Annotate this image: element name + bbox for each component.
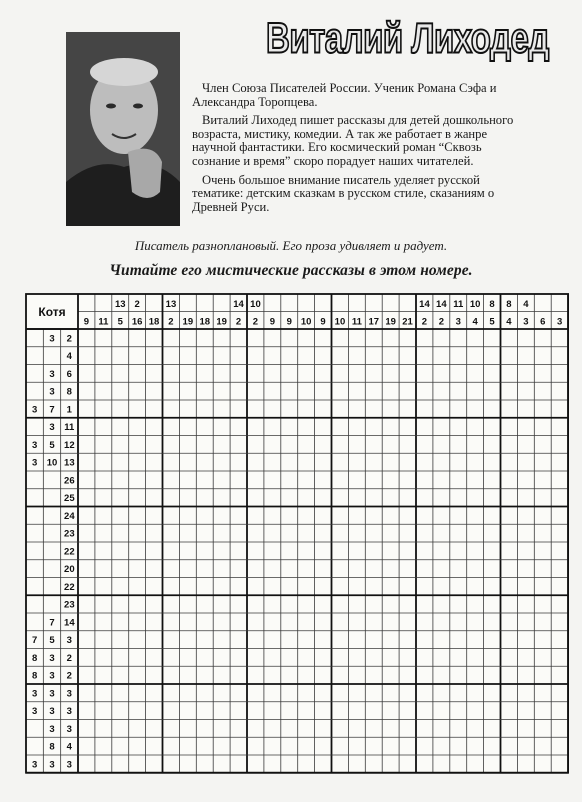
column-clue: 3	[455, 316, 461, 328]
row-clue: 3	[66, 706, 72, 718]
column-clue: 13	[114, 299, 126, 310]
tagline: Писатель разноплановый. Его проза удивляет и радует.	[134, 238, 448, 253]
column-clue: 2	[168, 316, 174, 328]
column-clue: 2	[134, 299, 140, 310]
bio-paragraph: Член Союза Писателей России. Ученик Романа Сэфа и Александра Торопцева.	[192, 81, 497, 109]
column-clue: 19	[182, 316, 194, 328]
column-clue: 2	[438, 316, 444, 328]
column-clue: 8	[489, 299, 495, 310]
column-clue: 9	[83, 316, 90, 328]
row-clue: 3	[49, 652, 55, 664]
column-clue: 8	[506, 299, 512, 310]
bio-paragraph: Виталий Лиходед пишет рассказы для детей дошкольного возраста, мистику, комедии. А так же работает в жанре научной фантастики. Его космический роман “Сквозь сознание и время” скоро порадует наших читателей.	[192, 113, 514, 168]
column-clue: 6	[540, 316, 546, 328]
row-clue: 7	[49, 617, 55, 629]
column-clue: 5	[117, 316, 123, 328]
row-clue: 3	[49, 670, 55, 682]
row-clue: 5	[49, 439, 55, 451]
column-clue: 19	[216, 316, 227, 328]
row-clue: 3	[32, 439, 38, 451]
row-clue: 22	[64, 546, 75, 558]
column-clue: 18	[199, 316, 211, 328]
column-clue: 9	[320, 316, 326, 328]
row-clue: 12	[64, 439, 75, 451]
row-clue: 3	[32, 759, 38, 771]
row-clue: 25	[64, 493, 75, 505]
row-clue: 4	[66, 741, 72, 753]
column-clue: 11	[351, 316, 362, 328]
row-clue: 3	[49, 386, 55, 398]
column-clue: 3	[557, 316, 563, 328]
row-clue: 3	[49, 759, 55, 771]
row-clue: 3	[49, 422, 55, 434]
row-clue: 3	[49, 368, 55, 380]
column-clue: 11	[98, 316, 109, 328]
column-clue: 16	[131, 316, 143, 328]
row-clue: 13	[64, 457, 75, 469]
row-clue: 5	[49, 635, 55, 647]
column-clue: 3	[523, 316, 529, 328]
column-clue: 2	[235, 316, 242, 328]
puzzle-title: Котя	[38, 305, 66, 319]
column-clue: 2	[421, 316, 428, 328]
column-clue: 4	[472, 316, 478, 328]
row-clue: 20	[64, 564, 75, 576]
row-clue: 3	[32, 688, 38, 700]
row-clue: 1	[66, 404, 72, 416]
row-clue: 3	[32, 404, 38, 416]
row-clue: 24	[64, 510, 75, 522]
author-name: Виталий Лиходед	[266, 14, 549, 62]
row-clue: 23	[64, 599, 75, 611]
column-clue: 10	[469, 299, 481, 310]
row-clue: 2	[66, 652, 72, 664]
row-clue: 10	[46, 457, 58, 469]
puzzle-background	[26, 294, 568, 773]
row-clue: 22	[64, 581, 75, 593]
column-clue: 10	[250, 299, 261, 310]
column-clue: 14	[419, 299, 430, 310]
column-clue: 2	[252, 316, 259, 328]
column-clue: 17	[368, 316, 380, 328]
row-clue: 3	[49, 333, 55, 345]
column-clue: 19	[385, 316, 396, 328]
row-clue: 7	[49, 404, 55, 416]
callout-heading: Читайте его мистические рассказы в этом номере.	[109, 262, 473, 279]
bio-paragraph: Очень большое внимание писатель уделяет русской тематике: детским сказкам в русском стиле, сказаниям о Древней Руси.	[192, 172, 495, 214]
row-clue: 8	[66, 386, 72, 398]
row-clue: 14	[64, 617, 75, 629]
row-clue: 6	[66, 368, 72, 380]
column-clue: 14	[436, 299, 447, 310]
row-clue: 3	[49, 723, 55, 735]
row-clue: 3	[49, 688, 55, 700]
row-clue: 11	[64, 422, 75, 434]
column-clue: 9	[269, 316, 275, 328]
column-clue: 9	[286, 316, 292, 328]
column-clue: 13	[165, 299, 177, 310]
row-clue: 2	[66, 333, 72, 345]
row-clue: 26	[64, 475, 75, 487]
column-clue: 4	[506, 316, 512, 328]
row-clue: 3	[32, 457, 38, 469]
row-clue: 3	[66, 635, 72, 647]
column-clue: 21	[402, 316, 413, 328]
row-clue: 4	[66, 351, 72, 363]
row-clue: 23	[64, 528, 75, 540]
row-clue: 8	[49, 741, 55, 753]
row-clue: 8	[32, 670, 38, 682]
row-clue: 3	[66, 759, 72, 771]
row-clue: 3	[66, 723, 72, 735]
column-clue: 10	[300, 316, 312, 328]
column-clue: 5	[489, 316, 495, 328]
column-clue: 4	[523, 299, 529, 310]
column-clue: 18	[148, 316, 160, 328]
column-clue: 11	[453, 299, 464, 310]
row-clue: 3	[32, 706, 38, 718]
row-clue: 8	[32, 652, 38, 664]
row-clue: 3	[49, 706, 55, 718]
column-clue: 14	[233, 299, 244, 310]
row-clue: 3	[66, 688, 72, 700]
column-clue: 10	[334, 316, 346, 328]
row-clue: 2	[66, 670, 72, 682]
row-clue: 7	[32, 635, 38, 647]
